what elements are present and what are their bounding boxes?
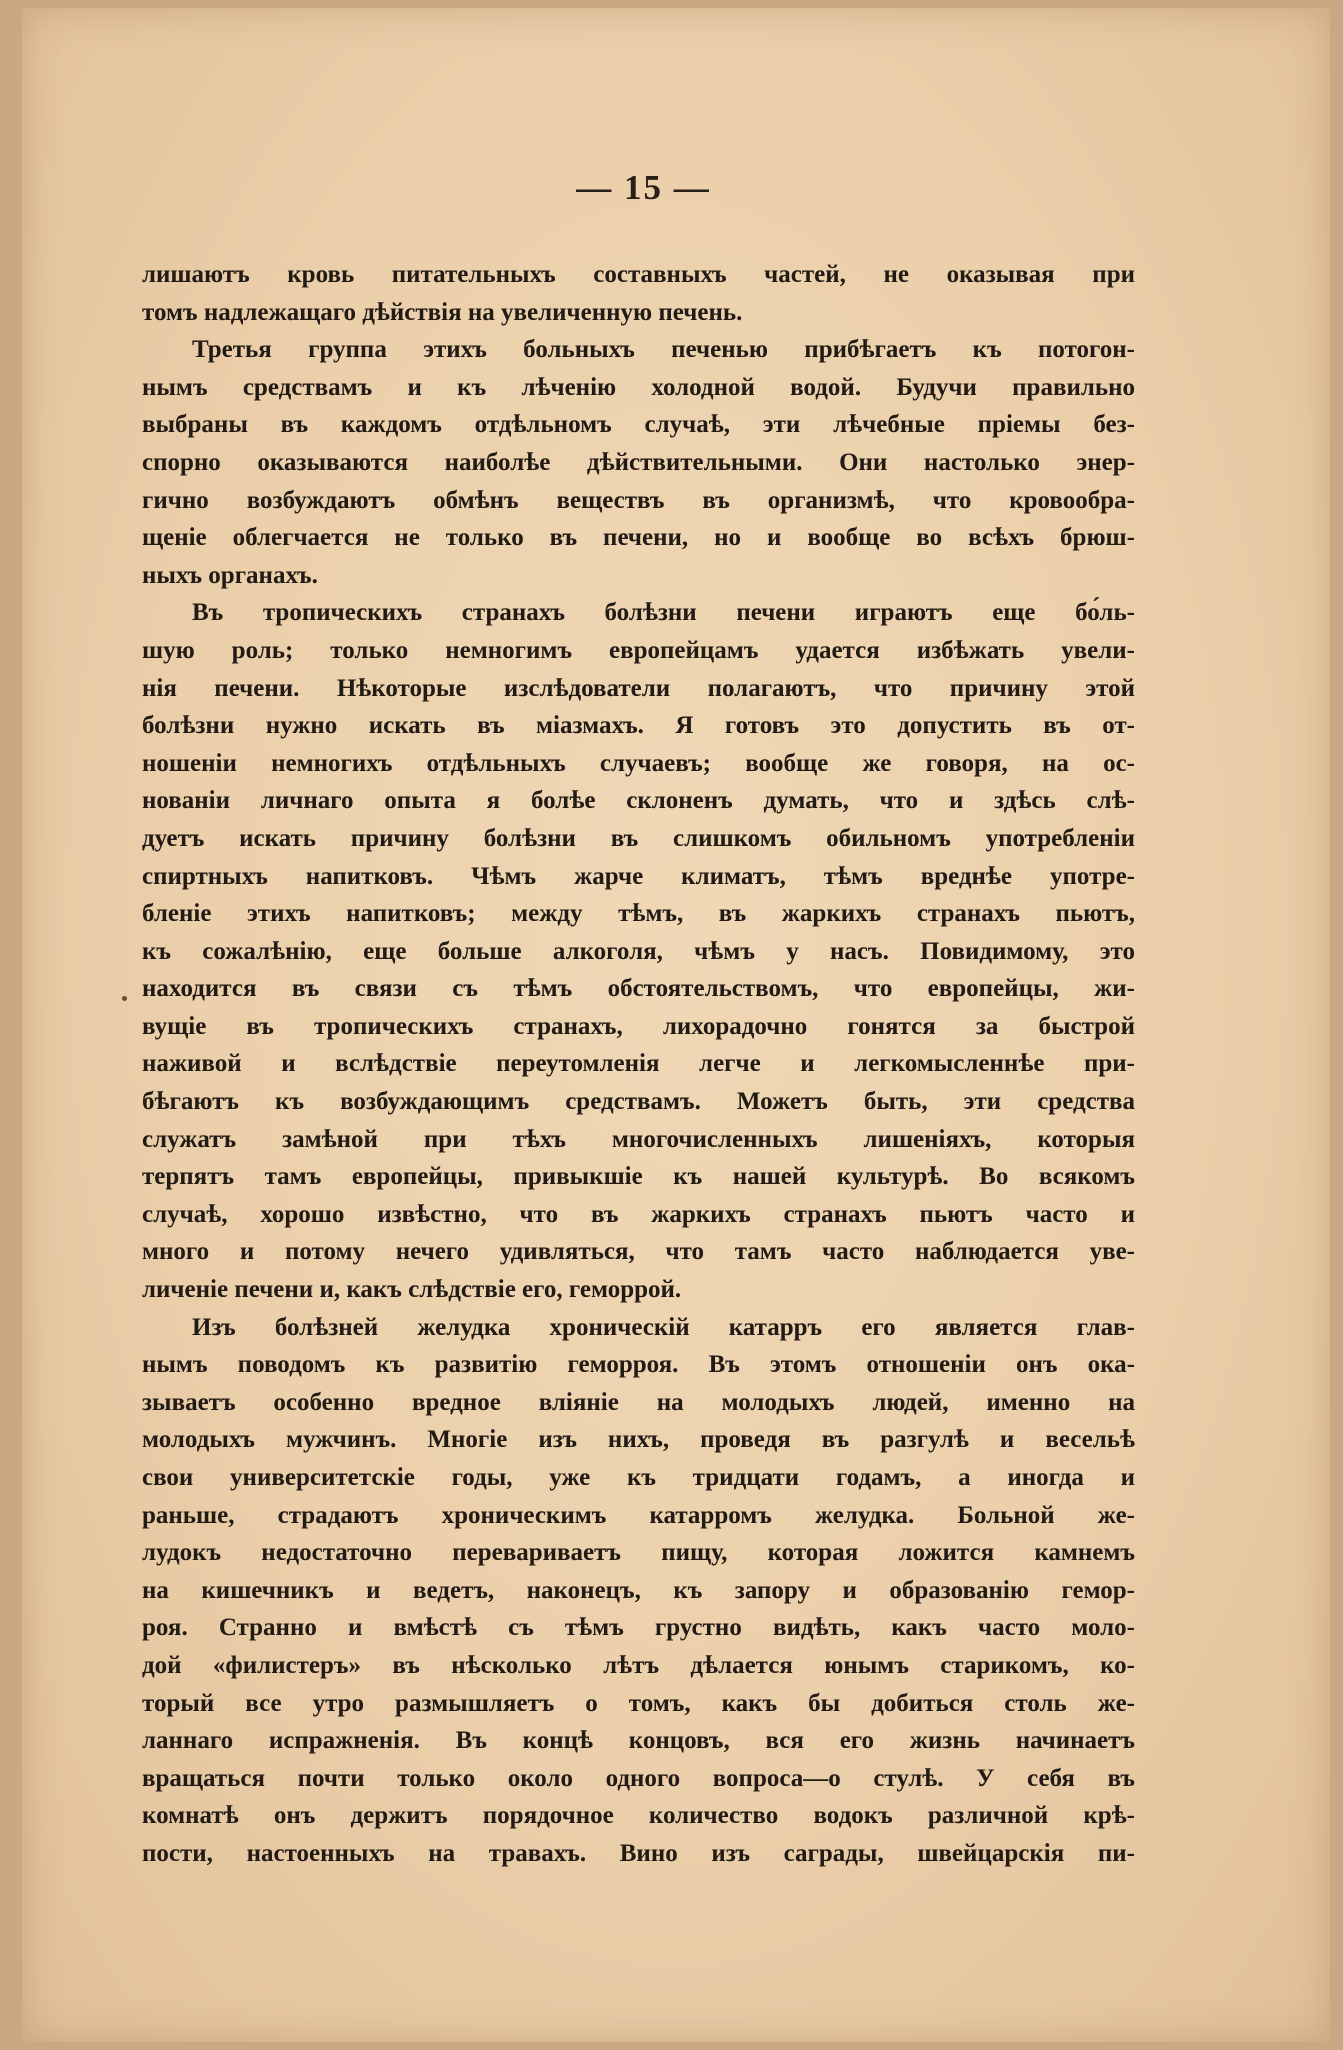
text-line: Изъ болѣзней желудка хроническій катарръ его является глав- [192, 1313, 1135, 1341]
text-line: вращаться почти только около одного вопроса—о стулѣ. У себя въ [142, 1764, 1135, 1792]
text-line: раньше, страдаютъ хроническимъ катарромъ желудка. Больной же- [142, 1501, 1135, 1529]
text-line: ношеніи немногихъ отдѣльныхъ случаевъ; вообще же говоря, на ос- [142, 749, 1135, 777]
text-line: дуетъ искать причину болѣзни въ слишкомъ обильномъ употребленіи [142, 824, 1135, 852]
text-line: зываетъ особенно вредное вліяніе на молодыхъ людей, именно на [142, 1388, 1135, 1416]
book-page [22, 8, 1330, 2042]
text-line: бѣгаютъ къ возбуждающимъ средствамъ. Можетъ быть, эти средства [142, 1088, 1135, 1116]
text-line: дой «филистеръ» въ нѣсколько лѣтъ дѣлается юнымъ старикомъ, ко- [142, 1651, 1135, 1679]
text-line: нымъ средствамъ и къ лѣченію холодной водой. Будучи правильно [142, 373, 1135, 401]
text-line: томъ надлежащаго дѣйствія на увеличенную печень. [142, 298, 743, 326]
text-line: лудокъ недостаточно перевариваетъ пищу, которая ложится камнемъ [142, 1539, 1135, 1567]
text-line: наживой и вслѣдствіе переутомленія легче и легкомысленнѣе при- [142, 1050, 1135, 1078]
text-line: шую роль; только немногимъ европейцамъ удается избѣжать увели- [142, 636, 1135, 664]
page-number: — 15 — [576, 168, 711, 207]
text-line: роя. Странно и вмѣстѣ съ тѣмъ грустно видѣть, какъ часто моло- [142, 1614, 1135, 1642]
text-line: служатъ замѣной при тѣхъ многочисленныхъ лишеніяхъ, которыя [142, 1125, 1135, 1153]
text-line: молодыхъ мужчинъ. Многіе изъ нихъ, проведя въ разгулѣ и весельѣ [142, 1426, 1135, 1454]
text-line: къ сожалѣнію, еще больше алкоголя, чѣмъ у насъ. Повидимому, это [142, 937, 1135, 965]
ink-speck [122, 996, 127, 1001]
text-line: торый все утро размышляетъ о томъ, какъ бы добиться столь же- [142, 1689, 1135, 1717]
text-line: бленіе этихъ напитковъ; между тѣмъ, въ жаркихъ странахъ пьютъ, [142, 900, 1135, 928]
text-line: ланнаго испражненія. Въ концѣ концовъ, вся его жизнь начинаетъ [142, 1727, 1135, 1755]
body-text [142, 256, 1135, 1873]
text-line: нованіи личнаго опыта я болѣе склоненъ думать, что и здѣсь слѣ- [142, 787, 1135, 815]
text-line: терпятъ тамъ европейцы, привыкшіе къ нашей культурѣ. Во всякомъ [142, 1163, 1135, 1191]
text-line: ныхъ органахъ. [142, 561, 318, 589]
text-line: гично возбуждаютъ обмѣнъ веществъ въ организмѣ, что кровообра- [142, 486, 1135, 514]
text-line: вущіе въ тропическихъ странахъ, лихорадочно гонятся за быстрой [142, 1012, 1135, 1040]
text-line: случаѣ, хорошо извѣстно, что въ жаркихъ странахъ пьютъ часто и [142, 1200, 1135, 1228]
text-line: спорно оказываются наиболѣе дѣйствительными. Они настолько энер- [142, 448, 1135, 476]
text-line: свои университетскіе годы, уже къ тридцати годамъ, а иногда и [142, 1464, 1135, 1491]
text-line: нымъ поводомъ къ развитію геморроя. Въ этомъ отношеніи онъ ока- [142, 1351, 1135, 1379]
text-line: выбраны въ каждомъ отдѣльномъ случаѣ, эти лѣчебные пріемы без- [142, 411, 1135, 439]
text-line: личеніе печени и, какъ слѣдствіе его, геморрой. [142, 1276, 682, 1304]
text-line: Въ тропическихъ странахъ болѣзни печени играютъ еще бо́ль- [192, 599, 1135, 627]
text-line: щеніе облегчается не только въ печени, но и вообще во всѣхъ брюш- [142, 524, 1135, 552]
text-line: находится въ связи съ тѣмъ обстоятельствомъ, что европейцы, жи- [142, 975, 1135, 1003]
text-line: спиртныхъ напитковъ. Чѣмъ жарче климатъ, тѣмъ вреднѣе употре- [142, 862, 1135, 890]
text-line: пости, настоенныхъ на травахъ. Вино изъ саграды, швейцарскія пи- [142, 1839, 1135, 1867]
text-line: нія печени. Нѣкоторые изслѣдователи полагаютъ, что причину этой [142, 674, 1135, 702]
text-line: комнатѣ онъ держитъ порядочное количество водокъ различной крѣ- [142, 1802, 1135, 1830]
text-line: болѣзни нужно искать въ міазмахъ. Я готовъ это допустить въ от- [142, 712, 1135, 740]
text-line: много и потому нечего удивляться, что тамъ часто наблюдается уве- [142, 1238, 1135, 1266]
text-line: на кишечникъ и ведетъ, наконецъ, къ запору и образованію гемор- [142, 1576, 1135, 1604]
text-line: Третья группа этихъ больныхъ печенью прибѣгаетъ къ потогон- [192, 336, 1135, 364]
text-line: лишаютъ кровь питательныхъ составныхъ частей, не оказывая при [142, 261, 1135, 288]
